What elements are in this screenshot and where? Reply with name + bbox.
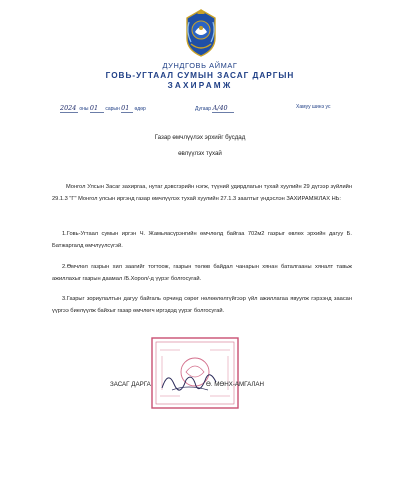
preamble-paragraph: Монгол Улсын Засаг захиргаа, нутаг дэвсгэрийн нэгж, түүний удирдлагын тухай хуулийн 29 дүгээр зүйлийн 29.1.3 "Г" Монгол улсын иргэнд газар өмчлүүлэх тухай хуулийн 27.1.3 заалтыг үндэслэн ЗАХИРАМЖЛАХ НЬ: [52,184,352,203]
date-field [60,104,146,113]
number-value: А/40 [212,104,228,112]
month-value: 01 [89,104,99,112]
organization-name: ГОВЬ-УГТААЛ СУМЫН ЗАСАГ ДАРГЫН [105,71,295,80]
subject-line-2: өвлүүлэх тухай [178,150,222,157]
mongolia-state-emblem-icon [183,8,219,58]
number-field [195,104,234,113]
year-suffix: оны [79,106,89,112]
month-suffix: сарын [105,106,120,112]
decree-item-2: 2.Өмчлөл газрын хил заагийг тогтоож, газрын төлөв байдал чанарын хянан баталгааны хяналт тавьж ажиллахыг газрын даамал /Б.Хорол/-д үүрэг болгосугай. [52,264,352,283]
signatory-title: ЗАСАГ ДАРГА [110,381,151,388]
signatory-name: Ө. МӨНХ-АМГАЛАН [206,381,265,388]
place-name: Хамуу шинэ ус [296,104,331,110]
decree-item-1: 1.Говь-Угтаал сумын иргэн Ч. Жамьяасүрэнгийн өмчлөлд байгаа 702м2 газрыг өвлөх эрхийн дагуу Б. Батжаргалд өмчлүүлсүгэй. [52,231,352,250]
day-value: 01 [121,104,130,112]
aimag-name: ДУНДГОВЬ АЙМАГ [162,61,238,70]
document-type: ЗАХИРАМЖ [167,81,233,90]
subject-line-1: Газар өмчлүүлэх эрхийг бусдад [154,134,246,141]
year-value: 2024 [60,104,77,112]
number-label: Дугаар [195,106,212,112]
decree-item-3: 3.Газрыг зориулалтын дагуу байгаль орчинд сөрөг нөлөөлөлгүйгээр үйл ажиллагаа явуулж гэрээнд заасан үүргээ биелүүлж байхыг газар өмчлөгч иргэдэд үүрэг болгосугай. [52,296,352,315]
day-suffix: өдөр [134,106,146,112]
